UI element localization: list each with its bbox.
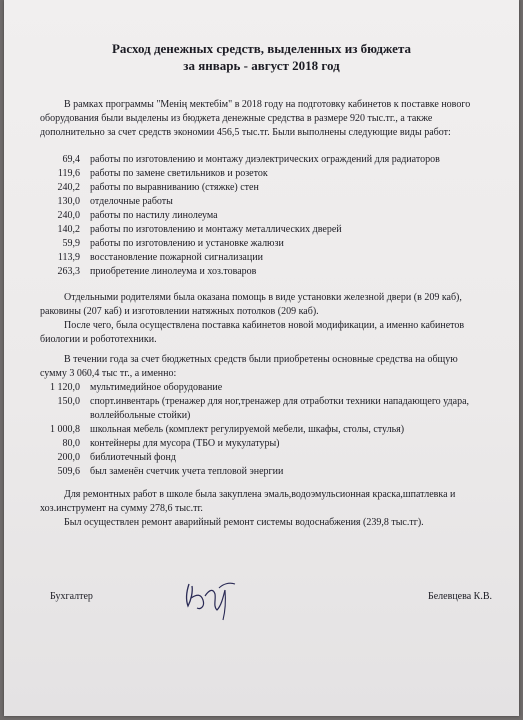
document-page	[4, 0, 519, 716]
work-description: работы по изготовлению и монтажу диэлектрических ограждений для радиаторов	[90, 154, 440, 165]
asset-description: библиотечный фонд	[90, 452, 176, 463]
asset-amount: 80,0	[62, 438, 80, 449]
work-description: работы по замене светильников и розеток	[90, 168, 268, 179]
asset-description: был заменён счетчик учета тепловой энергии	[90, 466, 284, 477]
accountant-name: Белевцева К.В.	[428, 591, 492, 602]
work-description: работы по настилу линолеума	[90, 210, 218, 221]
accountant-label: Бухгалтер	[50, 591, 93, 602]
work-amount: 113,9	[57, 252, 80, 263]
assets-intro-line-2: сумму 3 060,4 тыс тг., а именно:	[40, 368, 177, 379]
assets-intro-line-1: В течении года за счет бюджетных средств были приобретены основные средства на общую	[64, 354, 458, 365]
work-amount: 140,2	[57, 224, 80, 235]
work-amount: 59,9	[62, 238, 80, 249]
intro-line-2: оборудования были выделены из бюджета денежные средства в размере 920 тыс.тг., а также	[40, 113, 433, 124]
asset-amount: 200,0	[57, 452, 80, 463]
asset-description: контейнеры для мусора (ТБО и мукулатуры)	[90, 438, 280, 449]
asset-description: воллейбольные стойки)	[90, 410, 191, 421]
repairs-line-2: хоз.инструмент на сумму 278,6 тыс.тг.	[40, 503, 203, 514]
intro-line-1: В рамках программы "Менің мектебім" в 2018 году на подготовку кабинетов к поставке нового	[64, 99, 471, 110]
parents-line-1: Отдельными родителями была оказана помощь в виде установки железной двери (в 209 каб),	[64, 292, 462, 303]
asset-description: школьная мебель (комплект регулируемой мебели, шкафы, столы, стулья)	[90, 424, 405, 435]
document-title: Расход денежных средств, выделенных из бюджета	[111, 41, 412, 56]
parents-line-2: раковины (207 каб) и изготовлении натяжных потолков (209 каб).	[40, 306, 319, 317]
asset-description: мультимедийное оборудование	[90, 382, 223, 393]
work-amount: 69,4	[62, 154, 80, 165]
work-amount: 240,2	[57, 182, 80, 193]
work-amount: 130,0	[57, 196, 80, 207]
work-description: работы по выравниванию (стяжке) стен	[90, 182, 259, 193]
asset-amount: 1 000,8	[50, 424, 80, 435]
work-description: работы по изготовлению и установке жалюзи	[90, 238, 284, 249]
work-description: работы по изготовлению и монтажу металлических дверей	[90, 224, 342, 235]
asset-description: спорт.инвентарь (тренажер для ног,тренажер для отработки техники нападающего удара,	[90, 396, 470, 407]
handwritten-signature	[179, 576, 249, 627]
work-amount: 119,6	[57, 168, 80, 179]
asset-amount: 150,0	[57, 396, 80, 407]
document-subtitle: за январь - август 2018 год	[183, 58, 340, 73]
after-line-2: биологии и робототехники.	[40, 334, 157, 345]
work-description: приобретение линолеума и хоз.товаров	[90, 266, 257, 277]
repairs-line-1: Для ремонтных работ в школе была закуплена эмаль,водоэмульсионная краска,шпатлевка и	[64, 489, 456, 500]
work-description: восстановление пожарной сигнализации	[90, 252, 263, 263]
work-description: отделочные работы	[90, 196, 173, 207]
work-amount: 263,3	[57, 266, 80, 277]
work-amount: 240,0	[57, 210, 80, 221]
intro-line-3: дополнительно за счет средств экономии 456,5 тыс.тг. Были выполнены следующие виды работ:	[40, 127, 451, 138]
after-line-1: После чего, была осуществлена поставка кабинетов новой модификации, а именно кабинетов	[64, 320, 465, 331]
asset-amount: 1 120,0	[50, 382, 80, 393]
water-repair-line: Был осуществлен ремонт аварийный ремонт системы водоснабжения (239,8 тыс.тг).	[64, 517, 424, 528]
asset-amount: 509,6	[57, 466, 80, 477]
